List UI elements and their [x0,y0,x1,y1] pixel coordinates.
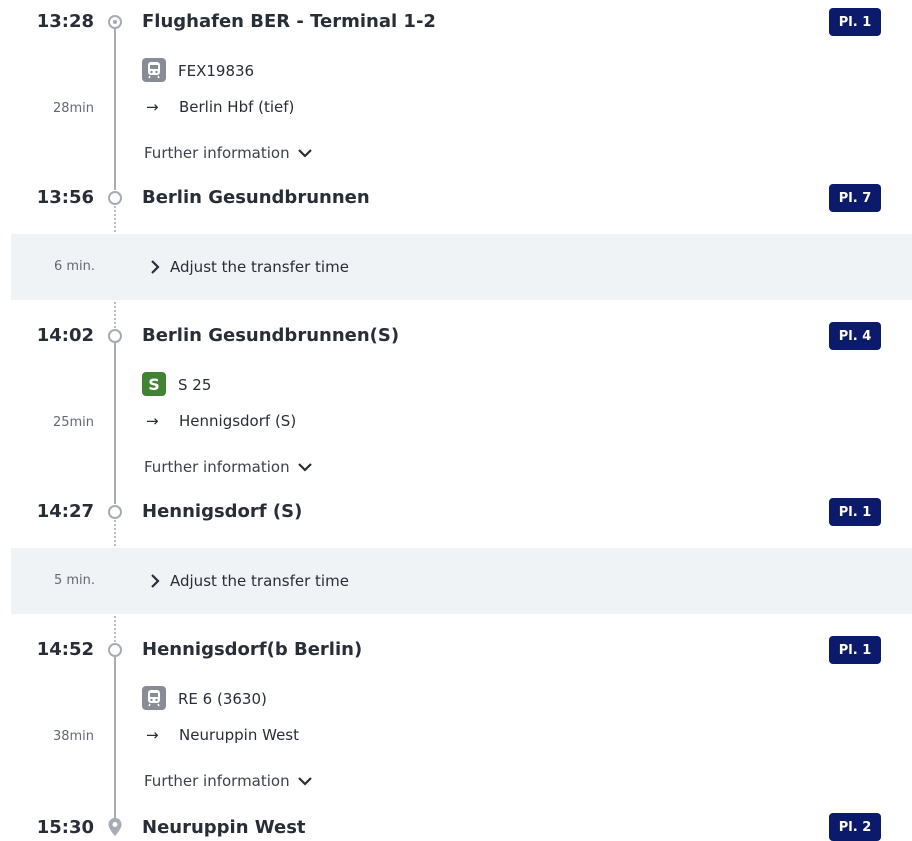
stop-name: Berlin Gesundbrunnen(S) [142,325,400,346]
platform-badge: Pl. 7 [829,184,881,212]
platform-badge: Pl. 1 [829,498,881,526]
regional-train-icon [142,58,166,82]
platform-badge: Pl. 4 [829,322,881,350]
arrow-right-icon: → [146,98,159,116]
adjust-transfer-link[interactable] [150,258,349,276]
location-pin-icon [107,817,123,837]
train-number: FEX19836 [178,62,255,80]
regional-train-icon [142,686,166,710]
transfer-row [11,234,912,300]
stop-circle-icon [108,643,122,657]
leg-duration: 28min [52,101,94,116]
arrow-right-icon: → [146,726,159,744]
stop-time: 13:28 [36,11,94,32]
further-information-toggle[interactable] [144,144,312,162]
adjust-transfer-link[interactable] [150,572,349,590]
further-information-toggle[interactable] [144,772,312,790]
stop-circle-icon [108,329,122,343]
stop-name: Berlin Gesundbrunnen [142,187,370,208]
adjust-transfer-label: Adjust the transfer time [170,258,349,276]
chevron-right-icon [150,574,160,588]
adjust-transfer-label: Adjust the transfer time [170,572,349,590]
further-information-label: Further information [144,144,290,162]
chevron-down-icon [298,148,312,158]
leg-duration: 25min [52,415,94,430]
timeline-line [114,28,116,190]
chevron-down-icon [298,776,312,786]
stop-name: Neuruppin West [142,817,306,838]
chevron-down-icon [298,462,312,472]
stop-time: 14:02 [36,325,94,346]
stop-time: 13:56 [36,187,94,208]
stop-circle-icon [108,191,122,205]
stop-circle-icon [108,505,122,519]
platform-badge: Pl. 2 [829,813,881,841]
stop-time: 14:52 [36,639,94,660]
stop-time: 15:30 [36,817,94,838]
origin-icon [108,15,122,29]
train-number: RE 6 (3630) [178,690,267,708]
transfer-row [11,548,912,614]
transfer-duration: 5 min. [53,573,95,588]
stop-name: Hennigsdorf (S) [142,501,303,522]
chevron-right-icon [150,260,160,274]
timeline-line [114,342,116,504]
train-direction: Hennigsdorf (S) [179,412,297,430]
arrow-right-icon: → [146,412,159,430]
platform-badge: Pl. 1 [829,636,881,664]
timeline-line [114,656,116,818]
train-number: S 25 [178,376,212,394]
further-information-label: Further information [144,458,290,476]
further-information-label: Further information [144,772,290,790]
further-information-toggle[interactable] [144,458,312,476]
train-direction: Neuruppin West [179,726,299,744]
stop-time: 14:27 [36,501,94,522]
train-direction: Berlin Hbf (tief) [179,98,295,116]
stop-name: Flughafen BER - Terminal 1-2 [142,11,436,32]
transfer-duration: 6 min. [53,259,95,274]
leg-duration: 38min [52,729,94,744]
stop-name: Hennigsdorf(b Berlin) [142,639,363,660]
s-bahn-icon: S [142,372,166,396]
platform-badge: Pl. 1 [829,8,881,36]
